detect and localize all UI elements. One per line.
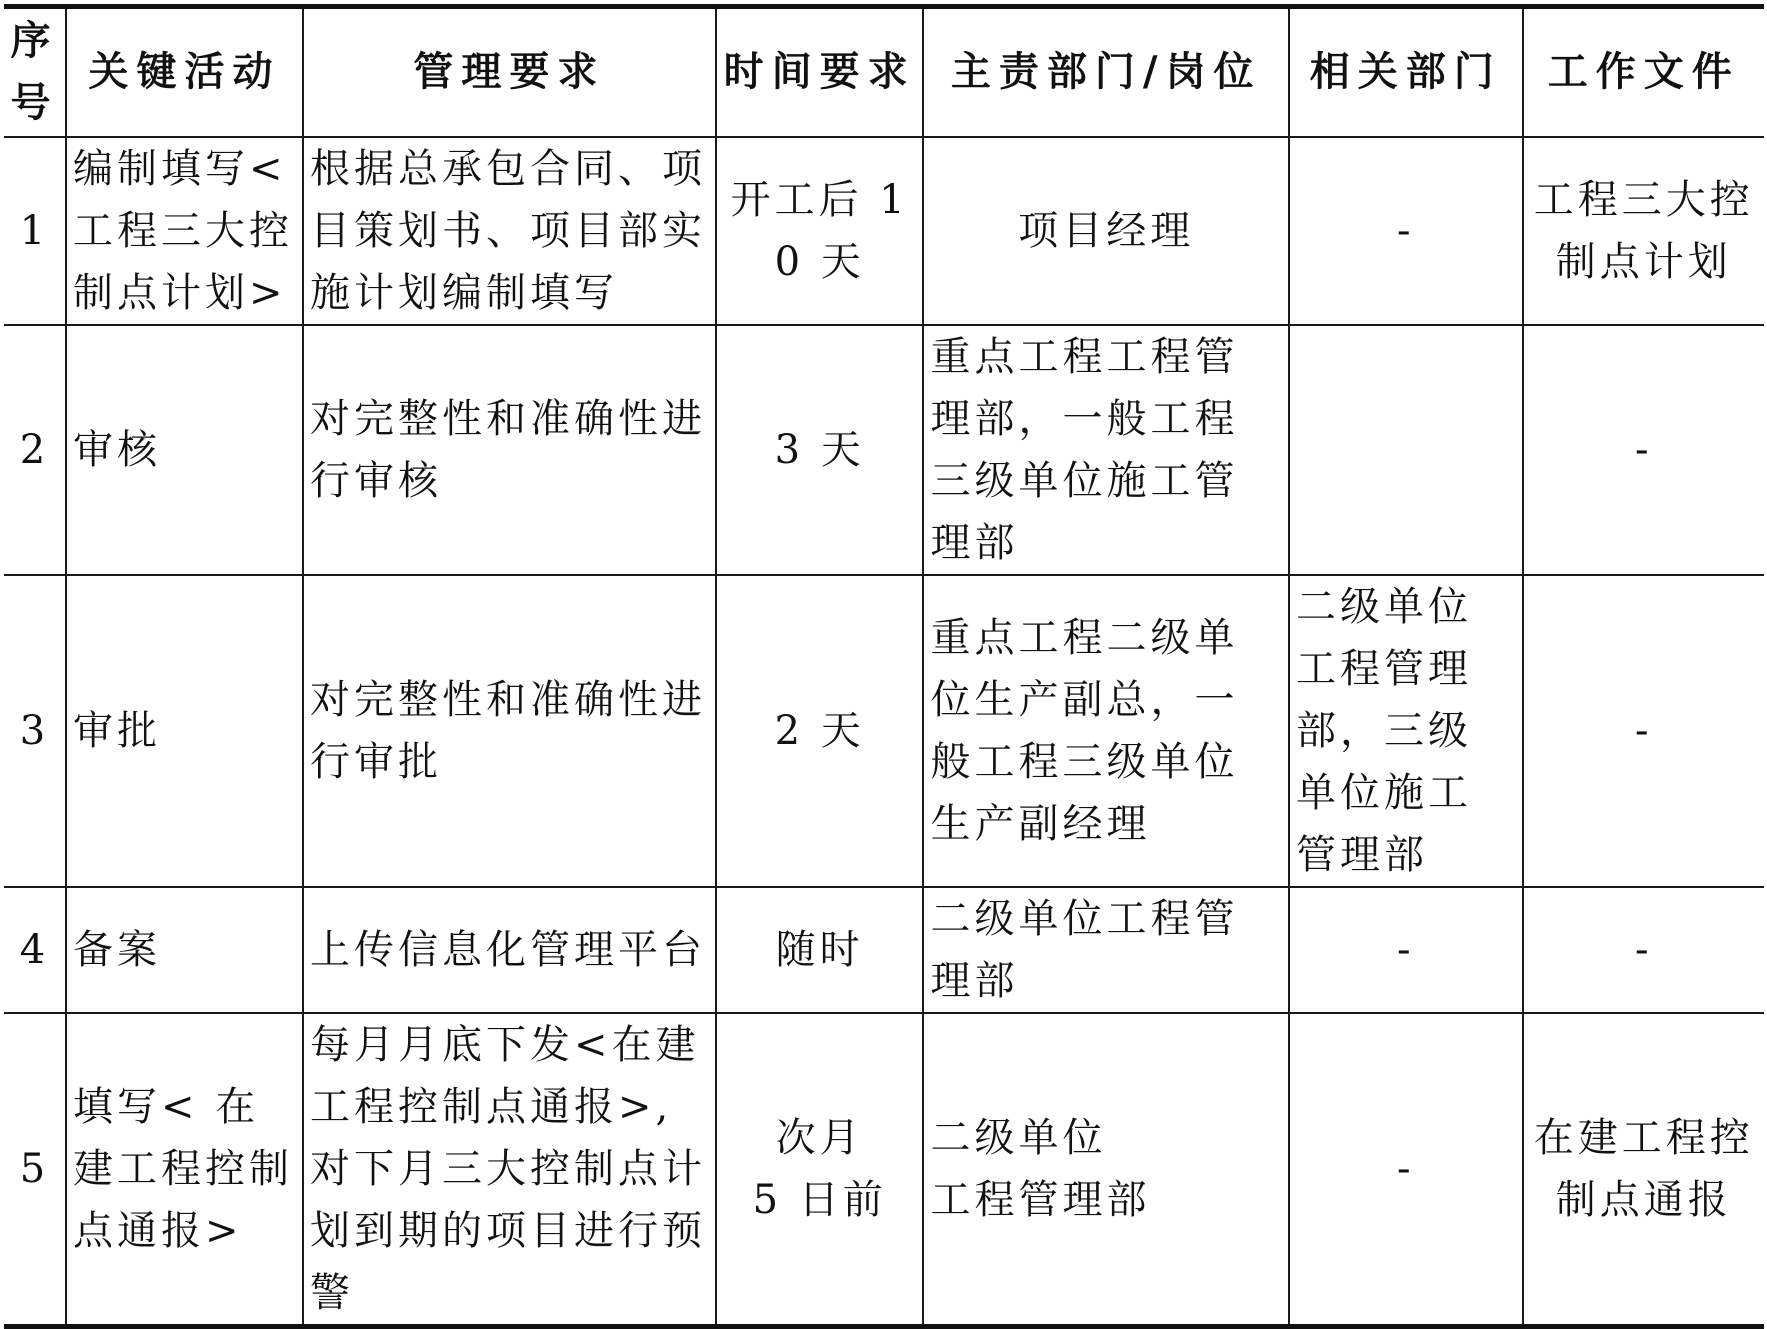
cell-related (1289, 325, 1523, 575)
cell-requirement: 上传信息化管理平台 (303, 887, 716, 1013)
header-requirement: 管理要求 (303, 7, 716, 137)
cell-document: - (1523, 325, 1764, 575)
table-row (4, 137, 1764, 325)
cell-seq: 3 (4, 575, 66, 887)
table-row (4, 1013, 1764, 1327)
header-related: 相关部门 (1289, 7, 1523, 137)
cell-activity: 审批 (66, 575, 303, 887)
cell-activity: 填写< 在建工程控制点通报> (66, 1013, 303, 1327)
cell-seq: 2 (4, 325, 66, 575)
cell-requirement: 根据总承包合同、项目策划书、项目部实施计划编制填写 (303, 137, 716, 325)
cell-related: - (1289, 137, 1523, 325)
owner-line-2: 工程管理部 (930, 1176, 1151, 1223)
cell-requirement: 对完整性和准确性进行审批 (303, 575, 716, 887)
cell-activity: 审核 (66, 325, 303, 575)
cell-requirement: 每月月底下发<在建工程控制点通报>,对下月三大控制点计划到期的项目进行预警 (303, 1013, 716, 1327)
cell-requirement: 对完整性和准确性进行审核 (303, 325, 716, 575)
cell-related: - (1289, 887, 1523, 1013)
cell-owner: 重点工程工程管理部，一般工程三级单位施工管理部 (923, 325, 1289, 575)
table-row (4, 575, 1764, 887)
header-document: 工作文件 (1523, 7, 1764, 137)
cell-owner: 项目经理 (923, 137, 1289, 325)
cell-seq: 4 (4, 887, 66, 1013)
cell-activity: 编制填写<工程三大控制点计划> (66, 137, 303, 325)
cell-seq: 1 (4, 137, 66, 325)
cell-document: - (1523, 887, 1764, 1013)
cell-related: - (1289, 1013, 1523, 1327)
cell-seq: 5 (4, 1013, 66, 1327)
cell-time: 开工后 10 天 (716, 137, 924, 325)
cell-time: 2 天 (716, 575, 924, 887)
time-line-2: 5 日前 (752, 1176, 887, 1223)
header-seq: 序号 (4, 7, 66, 137)
owner-line-1: 二级单位 (930, 1114, 1107, 1161)
cell-owner: 二级单位工程管理部 (923, 887, 1289, 1013)
cell-document: 工程三大控制点计划 (1523, 137, 1764, 325)
table-row (4, 325, 1764, 575)
table-row (4, 887, 1764, 1013)
cell-time: 随时 (716, 887, 924, 1013)
cell-document: - (1523, 575, 1764, 887)
cell-owner: 重点工程二级单位生产副总，一般工程三级单位生产副经理 (923, 575, 1289, 887)
header-row (4, 7, 1764, 137)
cell-document: 在建工程控制点通报 (1523, 1013, 1764, 1327)
header-time: 时间要求 (716, 7, 924, 137)
time-line-1: 次月 (775, 1114, 864, 1161)
cell-owner (923, 1013, 1289, 1327)
cell-time (716, 1013, 924, 1327)
header-owner: 主责部门/岗位 (923, 7, 1289, 137)
header-activity: 关键活动 (66, 7, 303, 137)
cell-time: 3 天 (716, 325, 924, 575)
process-table (4, 4, 1764, 1329)
cell-related: 二级单位工程管理部，三级单位施工管理部 (1289, 575, 1523, 887)
cell-activity: 备案 (66, 887, 303, 1013)
